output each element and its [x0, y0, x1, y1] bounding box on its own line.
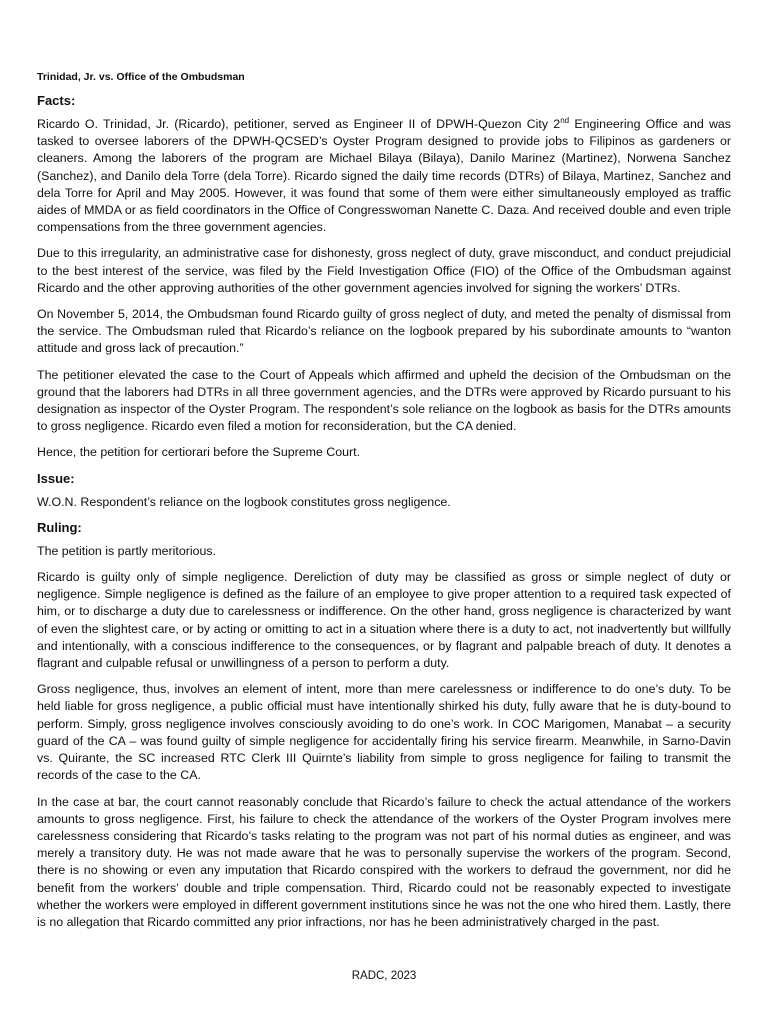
facts-paragraph-1-start: Ricardo O. Trinidad, Jr. (Ricardo), petitioner, served as Engineer II of DPWH-Quezon City 2 [37, 117, 561, 131]
facts-paragraph-5: Hence, the petition for certiorari before the Supreme Court. [37, 445, 361, 460]
facts-paragraph-4: The petitioner elevated the case to the Court of Appeals which affirmed and upheld the decision of the Ombudsman on the ground that the laborers had DTRs in all three government agencies, and the DTRs were approved by Ricardo pursuant to his designation as inspector of the Oyster Program. The respondent’s sole reliance on the logbook as basis for the DTRs amounts to gross negligence. Ricardo even filed a motion for reconsideration, but the CA denied. [37, 367, 731, 434]
facts-paragraph-1-rest: Engineering Office and was tasked to oversee laborers of the DPWH-QCSED’s Oyster Program designed to provide jobs to Filipinos as gardeners or cleaners. Among the laborers of the program are Michael Bilaya (Bilaya), Danilo Marinez (Martinez), Norwena Sanchez (Sanchez), and Danilo dela Torre (dela Torre). Ricardo signed the daily time records (DTRs) of Bilaya, Martinez, Sanchez and dela Torre for April and May 2005. However, it was found that some of them were either simultaneously employed as traffic aides of MMDA or as field coordinators in the Office of Congresswoman Nanette C. Daza. And received double and even triple compensations from the three government agencies. [37, 117, 731, 235]
facts-paragraph-2: Due to this irregularity, an administrative case for dishonesty, gross neglect of duty, grave misconduct, and conduct prejudicial to the best interest of the service, was filed by the Field Investigation Office (FIO) of the Office of the Ombudsman against Ricardo and the other approving authorities of the other government agencies involved for signing the workers’ DTRs. [37, 246, 731, 295]
facts-paragraph-3: On November 5, 2014, the Ombudsman found Ricardo guilty of gross neglect of duty, and meted the penalty of dismissal from the service. The Ombudsman ruled that Ricardo’s reliance on the logbook prepared by his subordinate amounts to “wanton attitude and gross lack of precaution.” [37, 307, 731, 356]
ruling-heading: Ruling: [37, 519, 82, 535]
page-footer: RADC, 2023 [351, 970, 417, 982]
ordinal-suffix: nd [560, 115, 570, 125]
ruling-paragraph-1: The petition is partly meritorious. [37, 543, 217, 558]
case-title: Trinidad, Jr. vs. Office of the Ombudsman [37, 71, 245, 83]
ruling-paragraph-2: Ricardo is guilty only of simple negligence. Dereliction of duty may be classified as gross or simple neglect of duty or negligence. Simple negligence is defined as the failure of an employee to give proper attention to a required task expected of him, or to discharge a duty due to carelessness or indifference. On the other hand, gross negligence is characterized by want of even the slightest care, or by acting or omitting to act in a situation where there is a duty to act, not inadvertently but willfully and intentionally, with a conscious indifference to the consequences, or by flagrant and palpable breach of duty. It denotes a flagrant and culpable refusal or unwillingness of a person to perform a duty. [37, 570, 731, 671]
issue-paragraph: W.O.N. Respondent’s reliance on the logbook constitutes gross negligence. [37, 494, 451, 509]
ruling-paragraph-3: Gross negligence, thus, involves an element of intent, more than mere carelessness or indifference to do one’s duty. To be held liable for gross negligence, a public official must have intentionally shirked his duty, fully aware that he is duty-bound to perform. Simply, gross negligence involves consciously avoiding to do one’s work. In COC Marigomen, Manabat – a security guard of the CA – was found guilty of simple negligence for accidentally firing his service firearm. Meanwhile, in Sarno-Davin vs. Quirante, the SC increased RTC Clerk III Quirnte’s liability from simple to gross negligence for failing to transmit the records of the case to the CA. [37, 682, 731, 783]
issue-heading: Issue: [37, 470, 75, 486]
ruling-paragraph-4: In the case at bar, the court cannot reasonably conclude that Ricardo’s failure to check the actual attendance of the workers amounts to gross negligence. First, his failure to check the attendance of the workers of the Oyster Program involves mere carelessness considering that Ricardo’s tasks relating to the program was not part of his normal duties as engineer, and was merely a transitory duty. He was not made aware that he was to personally supervise the workers of the program. Second, there is no showing or even any imputation that Ricardo conspired with the workers to defraud the government, nor did he benefit from the workers’ double and triple compensation. Third, Ricardo could not be reasonably expected to investigate whether the workers were employed in different government institutions since he was not the one who hired them. Lastly, there is no allegation that Ricardo committed any prior infractions, nor has he been administratively charged in the past. [37, 794, 731, 929]
facts-paragraph-1 [37, 116, 731, 236]
facts-heading: Facts: [37, 93, 76, 108]
